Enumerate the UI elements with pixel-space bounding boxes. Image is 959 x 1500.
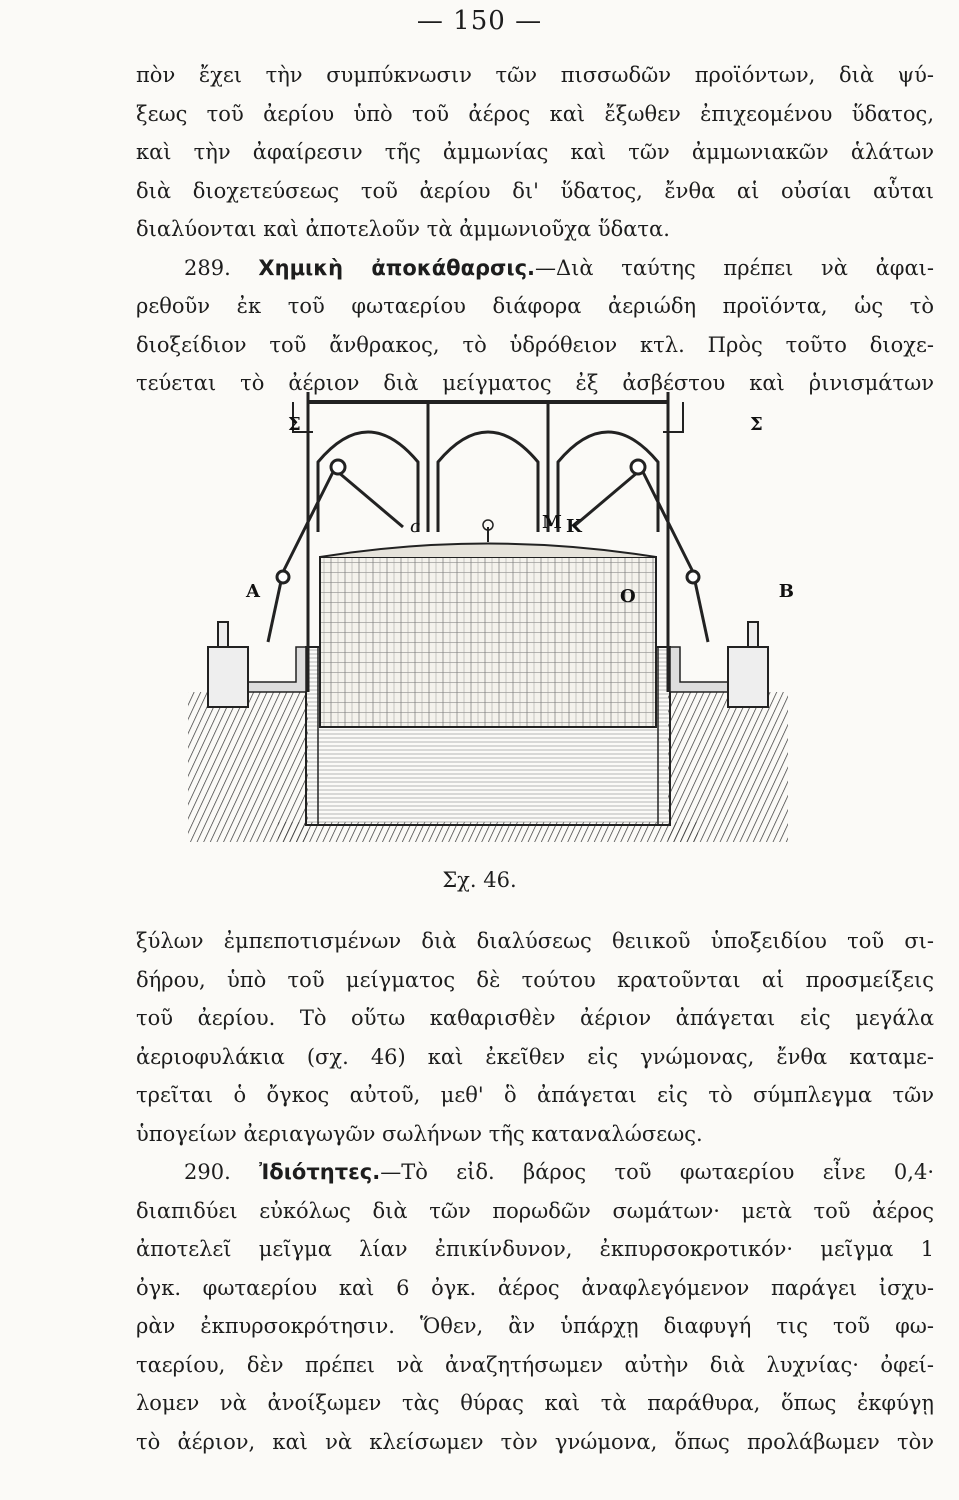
text-line: ἀποτελεῖ μεῖγμα λίαν ἐπικίνδυνον, ἐκπυρσοκροτικόν· μεῖγμα 1 [136, 1237, 934, 1261]
section-number: 289. [184, 255, 231, 280]
label-a: Α [246, 581, 260, 602]
figure-caption: Σχ. 46. [442, 868, 517, 892]
text-line: διοξείδιον τοῦ ἄνθρακος, τὸ ὑδρόθειον κτλ. Πρὸς τοῦτο διοχε- [136, 332, 934, 357]
text-line: τρεῖται ὁ ὄγκος αὐτοῦ, μεθ' ὃ ἀπάγεται εἰς τὸ σύμπλεγμα τῶν [136, 1083, 934, 1107]
text-line: πὸν ἔχει τὴν συμπύκνωσιν τῶν πισσωδῶν προϊόντων, διὰ ψύ- [136, 63, 934, 87]
text-line: διαπιδύει εὐκόλως διὰ τῶν πορωδῶν σωμάτων· μετὰ τοῦ ἀέρος [136, 1198, 934, 1223]
text-line: ὑπογείων ἀεριαγωγῶν σωλήνων τῆς καταναλώσεως. [136, 1121, 703, 1146]
label-o: Ο [620, 586, 636, 607]
text-line: ἀεριοφυλάκια (σχ. 46) καὶ ἐκεῖθεν εἰς γνώμονας, ἔνθα καταμε- [136, 1044, 934, 1069]
gasholder-figure [188, 392, 794, 842]
text-line: καὶ τὴν ἀφαίρεσιν τῆς ἀμμωνίας καὶ τῶν ἀμμωνιακῶν ἁλάτων [136, 140, 934, 164]
text-line: λομεν νὰ ἀνοίξωμεν τὰς θύρας καὶ τὰ παράθυρα, ὅπως ἐκφύγῃ [136, 1391, 934, 1415]
label-b: Β [778, 581, 794, 602]
section-heading: Χημικὴ ἀποκάθαρσις. [258, 255, 536, 280]
label-m: Μ [542, 512, 562, 533]
text-line: τὸ ἀέριον, καὶ νὰ κλείσωμεν τὸν γνώμονα, ὅπως προλάβωμεν τὸν [136, 1429, 934, 1454]
text-line: διαλύονται καὶ ἀποτελοῦν τὰ ἀμμωνιοῦχα ὕδατα. [136, 217, 670, 241]
text-line: ὀγκ. φωταερίου καὶ 6 ὀγκ. ἀέρος ἀναφλεγόμενον παράγει ἰσχυ- [136, 1275, 934, 1300]
section-290-first-line [136, 1153, 934, 1192]
text-line: ρὰν ἐκπυρσοκρότησιν. Ὅθεν, ἂν ὑπάρχῃ διαφυγή τις τοῦ φω- [136, 1314, 934, 1338]
text-line: ταερίου, δὲν πρέπει νὰ ἀναζητήσωμεν αὐτὴν διὰ λυχνίας· ὀφεί- [136, 1352, 934, 1377]
label-c: c [410, 516, 421, 537]
section-289-first-line [136, 249, 934, 288]
text-block-bottom [136, 922, 934, 1461]
section-text: —Τὸ εἰδ. βάρος τοῦ φωταερίου εἶνε 0,4· [380, 1160, 934, 1184]
label-sigma-left: Σ [288, 414, 301, 435]
label-sigma-right: Σ [750, 414, 763, 435]
section-number: 290. [184, 1160, 231, 1184]
text-line: ξεως τοῦ ἀερίου ὑπὸ τοῦ ἀέρος καὶ ἔξωθεν ἐπιχεομένου ὕδατος, [136, 101, 934, 126]
text-line: ρεθοῦν ἐκ τοῦ φωταερίου διάφορα ἀεριώδη προϊόντα, ὡς τὸ [136, 294, 934, 318]
text-line: διὰ διοχετεύσεως τοῦ ἀερίου δι' ὕδατος, ἔνθα αἱ οὐσίαι αὗται [136, 178, 934, 203]
text-line: δήρου, ὑπὸ τοῦ μείγματος δὲ τούτου κρατοῦνται αἱ προσμείξεις [136, 967, 934, 992]
label-k: Κ [566, 516, 582, 537]
text-line: ξύλων ἐμπεποτισμένων διὰ διαλύσεως θειικοῦ ὑποξειδίου τοῦ σι- [136, 929, 934, 953]
section-heading: Ἰδιότητες. [259, 1160, 381, 1184]
page-number: — 150 — [416, 6, 543, 36]
section-text: —Διὰ ταύτης πρέπει νὰ ἀφαι- [535, 255, 934, 280]
gas-bell [320, 520, 656, 727]
text-line: τεύεται τὸ ἀέριον διὰ μείγματος ἐξ ἀσβέστου καὶ ῥινισμάτων [136, 371, 934, 395]
text-line: τοῦ ἀερίου. Τὸ οὕτω καθαρισθὲν ἀέριον ἀπάγεται εἰς μεγάλα [136, 1006, 934, 1030]
text-block-top [136, 56, 934, 403]
